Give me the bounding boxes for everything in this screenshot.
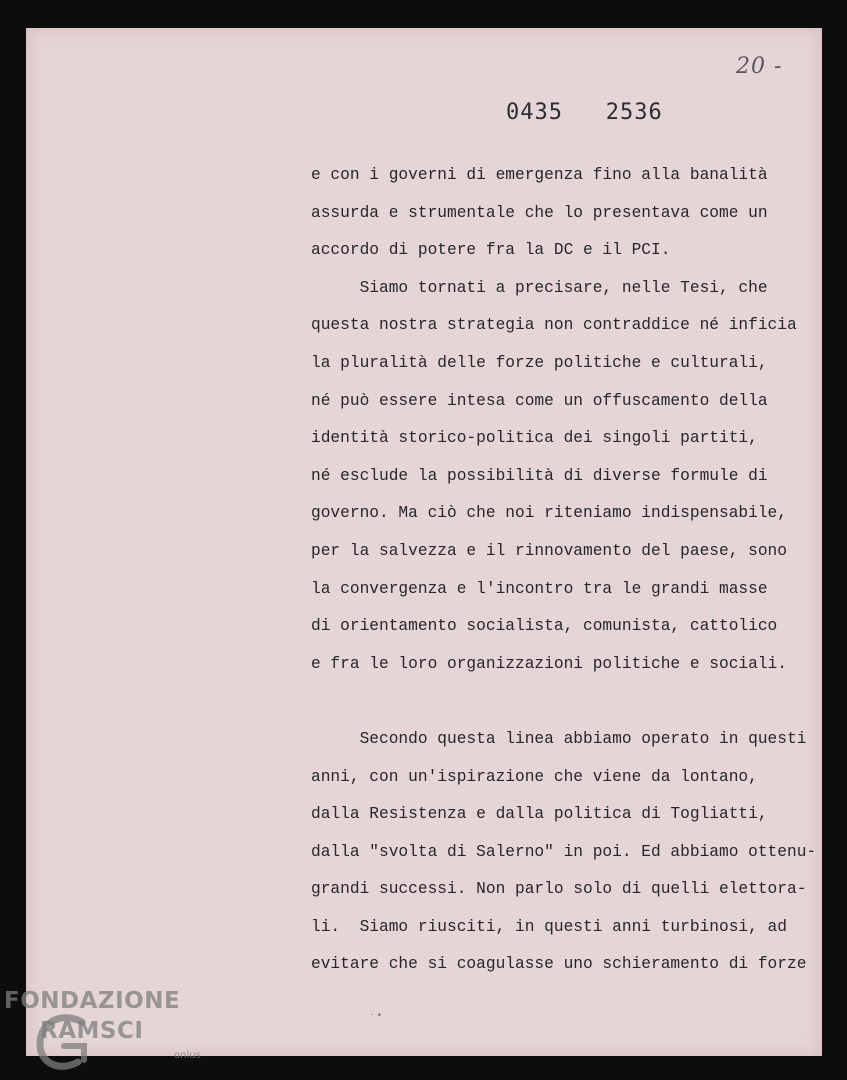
blank-line	[311, 683, 816, 721]
text-line: identità storico-politica dei singoli partiti,	[311, 429, 758, 448]
watermark-line2: RAMSCI	[40, 1018, 144, 1044]
fondazione-gramsci-watermark	[4, 988, 214, 1078]
text-line: dalla "svolta di Salerno" in poi. Ed abbiamo ottenu-	[311, 842, 817, 861]
text-line: governo. Ma ciò che noi riteniamo indispensabile,	[311, 504, 787, 523]
watermark-line3: onlus	[174, 1050, 201, 1061]
text-line: accordo di potere fra la DC e il PCI.	[311, 241, 671, 260]
text-line: evitare che si coagulasse uno schieramento di forze	[311, 955, 807, 974]
text-line: li. Siamo riusciti, in questi anni turbinosi, ad	[311, 917, 787, 936]
text-line: e fra le loro organizzazioni politiche e sociali.	[311, 654, 787, 673]
text-line: Secondo questa linea abbiamo operato in questi	[311, 729, 807, 748]
typewritten-text	[311, 157, 816, 984]
text-line: assurda e strumentale che lo presentava come un	[311, 203, 768, 222]
text-line: anni, con un'ispirazione che viene da lontano,	[311, 767, 758, 786]
text-line: né può essere intesa come un offuscamento della	[311, 391, 768, 410]
text-line: grandi successi. Non parlo solo di quelli elettora-	[311, 880, 807, 899]
text-line: la pluralità delle forze politiche e culturali,	[311, 353, 768, 372]
text-line: Siamo tornati a precisare, nelle Tesi, che	[311, 278, 768, 297]
text-line: dalla Resistenza e dalla politica di Togliatti,	[311, 805, 768, 824]
text-line: di orientamento socialista, comunista, cattolico	[311, 617, 778, 636]
text-line: la convergenza e l'incontro tra le grandi masse	[311, 579, 768, 598]
watermark-line1: FONDAZIONE	[4, 988, 181, 1014]
text-line: questa nostra strategia non contraddice né inficia	[311, 316, 797, 335]
text-line: per la salvezza e il rinnovamento del paese, sono	[311, 541, 787, 560]
paper-specks: · •	[370, 1010, 383, 1021]
text-line: né esclude la possibilità di diverse formule di	[311, 466, 768, 485]
text-line: e con i governi di emergenza fino alla banalità	[311, 166, 768, 184]
archive-stamp-number: 0435 2536	[506, 100, 663, 125]
document-page	[26, 28, 822, 1056]
handwritten-page-number: 20 -	[736, 54, 783, 79]
